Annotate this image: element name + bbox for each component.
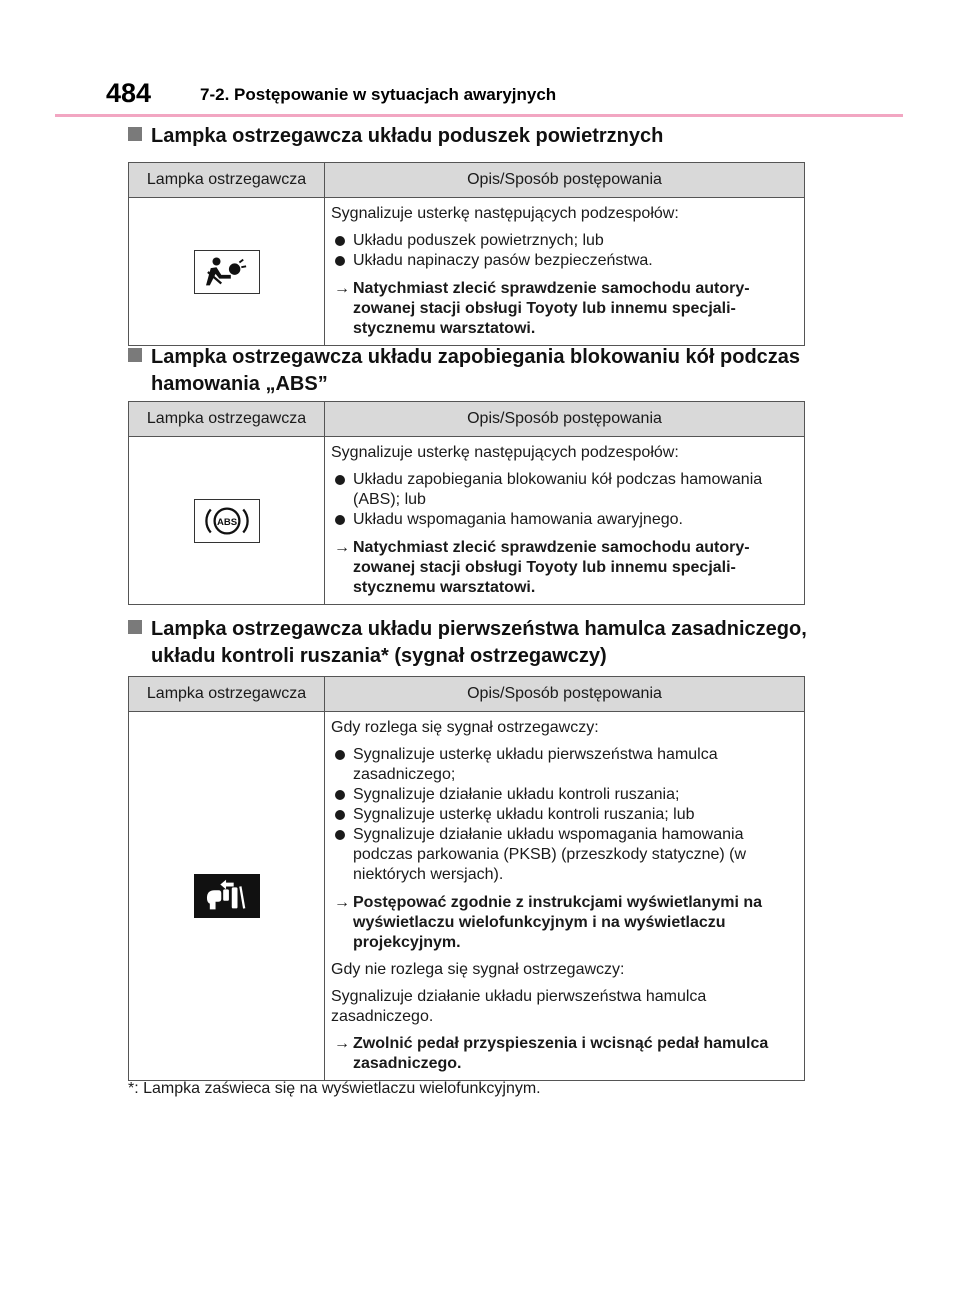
warning-table-abs — [128, 401, 805, 605]
list-item: Układu wspomagania hamowania awaryjnego. — [331, 510, 800, 530]
section-title-airbag: Lampka ostrzegawcza układu poduszek powietrznych — [128, 123, 663, 150]
chapter-title: 7-2. Postępowanie w sytuacjach awaryjnych — [200, 85, 557, 104]
fault-list — [331, 745, 800, 885]
action-instruction: → Natychmiast zlecić sprawdzenie samochodu autory-zowanej stacji obsługi Toyoty lub innemu specjali-stycznemu warsztatowi. — [331, 279, 800, 339]
column-header-lamp: Lampka ostrzegawcza — [129, 677, 325, 712]
list-item: Sygnalizuje usterkę układu kontroli ruszania; lub — [331, 805, 800, 825]
column-header-description: Opis/Sposób postępowania — [325, 402, 805, 437]
action-instruction: → Postępować zgodnie z instrukcjami wyświetlanymi na wyświetlaczu wielofunkcyjnym i na wyświetlaczu projekcyjnym. — [331, 893, 800, 953]
section-square-icon — [128, 127, 142, 141]
fault-list — [331, 231, 800, 271]
lamp-cell — [129, 437, 325, 605]
lamp-cell — [129, 712, 325, 1081]
abs-warning-icon — [194, 499, 260, 543]
list-item: Sygnalizuje działanie układu kontroli ruszania; — [331, 785, 800, 805]
warning-table-brake-override — [128, 676, 805, 1081]
section-title-brake-override: Lampka ostrzegawcza układu pierwszeństwa hamulca zasadniczego, układu kontroli ruszania* (sygnał ostrzegawczy) — [128, 616, 807, 670]
description-intro: Gdy rozlega się sygnał ostrzegawczy: — [331, 719, 599, 736]
warning-table-airbag — [128, 162, 805, 346]
section-square-icon — [128, 620, 142, 634]
fault-list — [331, 470, 800, 530]
section-square-icon — [128, 348, 142, 362]
page-number: 484 — [106, 78, 152, 108]
list-item: Sygnalizuje działanie układu wspomagania hamowania podczas parkowania (PKSB) (przeszkody statyczne) (w niektórych wersjach). — [331, 825, 800, 885]
column-header-description: Opis/Sposób postępowania — [325, 677, 805, 712]
column-header-lamp: Lampka ostrzegawcza — [129, 163, 325, 198]
description-intro-no-sound: Gdy nie rozlega się sygnał ostrzegawczy: — [331, 961, 625, 978]
column-header-lamp: Lampka ostrzegawcza — [129, 402, 325, 437]
footnote: *: Lampka zaświeca się na wyświetlaczu wielofunkcyjnym. — [128, 1080, 541, 1097]
list-item: Układu napinaczy pasów bezpieczeństwa. — [331, 251, 800, 271]
column-header-description: Opis/Sposób postępowania — [325, 163, 805, 198]
description-cell — [325, 437, 805, 605]
list-item: Sygnalizuje usterkę układu pierwszeństwa hamulca zasadniczego; — [331, 745, 800, 785]
description-intro: Sygnalizuje usterkę następujących podzespołów: — [331, 444, 679, 461]
description-intro: Sygnalizuje usterkę następujących podzespołów: — [331, 205, 679, 222]
description-text: Sygnalizuje działanie układu pierwszeństwa hamulca zasadniczego. — [331, 988, 707, 1025]
page-header — [0, 0, 960, 116]
description-cell — [325, 712, 805, 1081]
lamp-cell — [129, 198, 325, 346]
airbag-warning-icon — [194, 250, 260, 294]
list-item: Układu zapobiegania blokowaniu kół podczas hamowania (ABS); lub — [331, 470, 800, 510]
action-instruction: → Natychmiast zlecić sprawdzenie samochodu autory-zowanej stacji obsługi Toyoty lub innemu specjali-stycznemu warsztatowi. — [331, 538, 800, 598]
section-title-abs: Lampka ostrzegawcza układu zapobiegania blokowaniu kół podczas hamowania „ABS” — [128, 344, 800, 398]
header-divider — [55, 114, 903, 117]
description-cell — [325, 198, 805, 346]
action-instruction: → Zwolnić pedał przyspieszenia i wcisnąć pedał hamulca zasadniczego. — [331, 1034, 800, 1074]
abs-icon-text: ABS — [216, 516, 237, 528]
list-item: Układu poduszek powietrznych; lub — [331, 231, 800, 251]
brake-override-warning-icon — [194, 874, 260, 918]
